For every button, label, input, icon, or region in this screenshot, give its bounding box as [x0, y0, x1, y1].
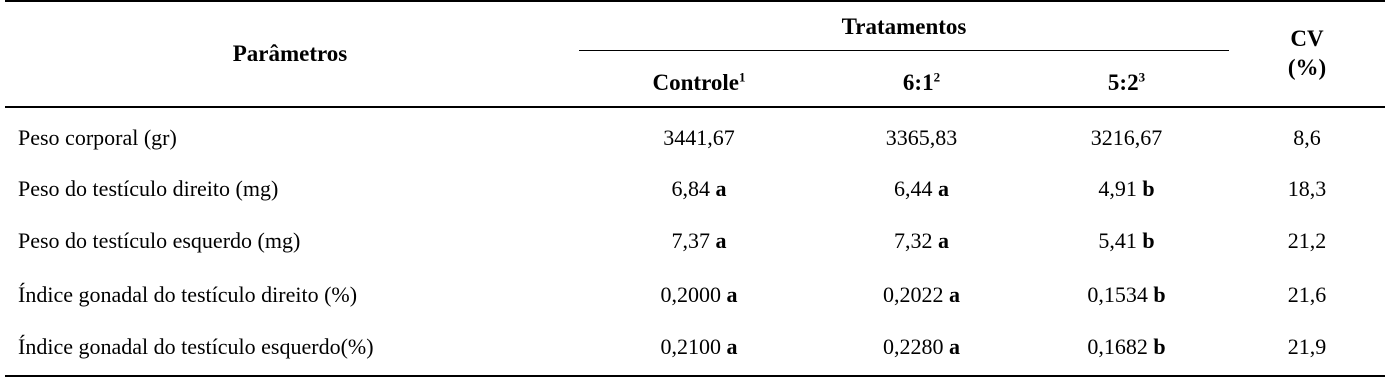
header-5-2-footnote: 3	[1138, 69, 1146, 85]
row-label: Peso corporal (gr)	[18, 125, 177, 150]
header-5-2-label: 5:2	[1107, 70, 1139, 95]
significance-letter: a	[715, 228, 727, 253]
cell-value: 3441,67	[663, 125, 735, 150]
cell-5-2	[1024, 164, 1229, 214]
cell-value: 0,2280	[883, 334, 944, 359]
header-cv	[1229, 24, 1385, 82]
significance-letter: a	[726, 282, 738, 307]
cell-controle	[579, 113, 819, 163]
cell-value: 0,1682	[1087, 334, 1148, 359]
significance-letter: a	[938, 228, 949, 253]
cell-5-2	[1024, 113, 1229, 163]
header-cv-line1: CV	[1290, 26, 1324, 51]
header-6-1-footnote: 2	[933, 69, 941, 85]
row-label: Peso do testículo esquerdo (mg)	[18, 228, 301, 253]
header-parametros: Parâmetros	[232, 41, 348, 66]
cell-cv: 21,9	[1287, 334, 1327, 359]
header-6-1-label: 6:1	[902, 70, 934, 95]
row-label: Índice gonadal do testículo direito (%)	[18, 282, 358, 307]
cell-controle	[579, 322, 819, 372]
cell-6-1	[819, 270, 1024, 320]
row-label: Índice gonadal do testículo esquerdo(%)	[18, 334, 374, 359]
significance-letter: a	[938, 176, 949, 201]
row-label: Peso do testículo direito (mg)	[18, 176, 279, 201]
treatments-span-rule	[579, 50, 1229, 51]
significance-letter: a	[715, 176, 727, 201]
cell-value: 0,1534	[1087, 282, 1148, 307]
cell-value: 6,44	[894, 176, 933, 201]
table-row	[5, 113, 1385, 163]
cell-6-1	[819, 164, 1024, 214]
header-5-2	[1024, 71, 1229, 94]
header-controle-footnote: 1	[738, 69, 746, 85]
header-bottom-rule	[5, 106, 1385, 108]
significance-letter: b	[1142, 176, 1155, 201]
significance-letter: b	[1153, 334, 1166, 359]
cell-value: 0,2000	[660, 282, 721, 307]
cell-5-2	[1024, 216, 1229, 266]
cell-cv: 18,3	[1287, 176, 1327, 201]
cell-value: 3216,67	[1090, 125, 1163, 150]
significance-letter: b	[1153, 282, 1166, 307]
cell-controle	[579, 164, 819, 214]
header-controle-label: Controle	[652, 70, 739, 95]
table-row	[5, 322, 1385, 372]
significance-letter: a	[949, 334, 960, 359]
header-tratamentos: Tratamentos	[841, 14, 967, 39]
table-bottom-rule	[5, 375, 1385, 377]
cell-cv: 21,6	[1287, 282, 1327, 307]
table-row	[5, 164, 1385, 214]
cell-value: 7,32	[894, 228, 933, 253]
significance-letter: a	[726, 334, 738, 359]
cell-6-1	[819, 216, 1024, 266]
header-controle	[579, 71, 819, 94]
significance-letter: b	[1142, 228, 1155, 253]
cell-value: 3365,83	[885, 125, 958, 150]
cell-value: 5,41	[1098, 228, 1137, 253]
cell-5-2	[1024, 270, 1229, 320]
cell-value: 6,84	[671, 176, 710, 201]
cell-value: 0,2022	[883, 282, 944, 307]
cell-6-1	[819, 113, 1024, 163]
cell-cv: 21,2	[1287, 228, 1327, 253]
header-cv-line2: (%)	[1287, 55, 1327, 80]
cell-controle	[579, 270, 819, 320]
table-row	[5, 216, 1385, 266]
cell-cv: 8,6	[1293, 125, 1321, 150]
results-table	[5, 0, 1385, 378]
cell-value: 7,37	[671, 228, 710, 253]
significance-letter: a	[949, 282, 960, 307]
cell-controle	[579, 216, 819, 266]
cell-5-2	[1024, 322, 1229, 372]
table-row	[5, 270, 1385, 320]
header-6-1	[819, 71, 1024, 94]
cell-value: 0,2100	[660, 334, 721, 359]
cell-6-1	[819, 322, 1024, 372]
table-top-rule	[5, 0, 1385, 2]
cell-value: 4,91	[1098, 176, 1137, 201]
